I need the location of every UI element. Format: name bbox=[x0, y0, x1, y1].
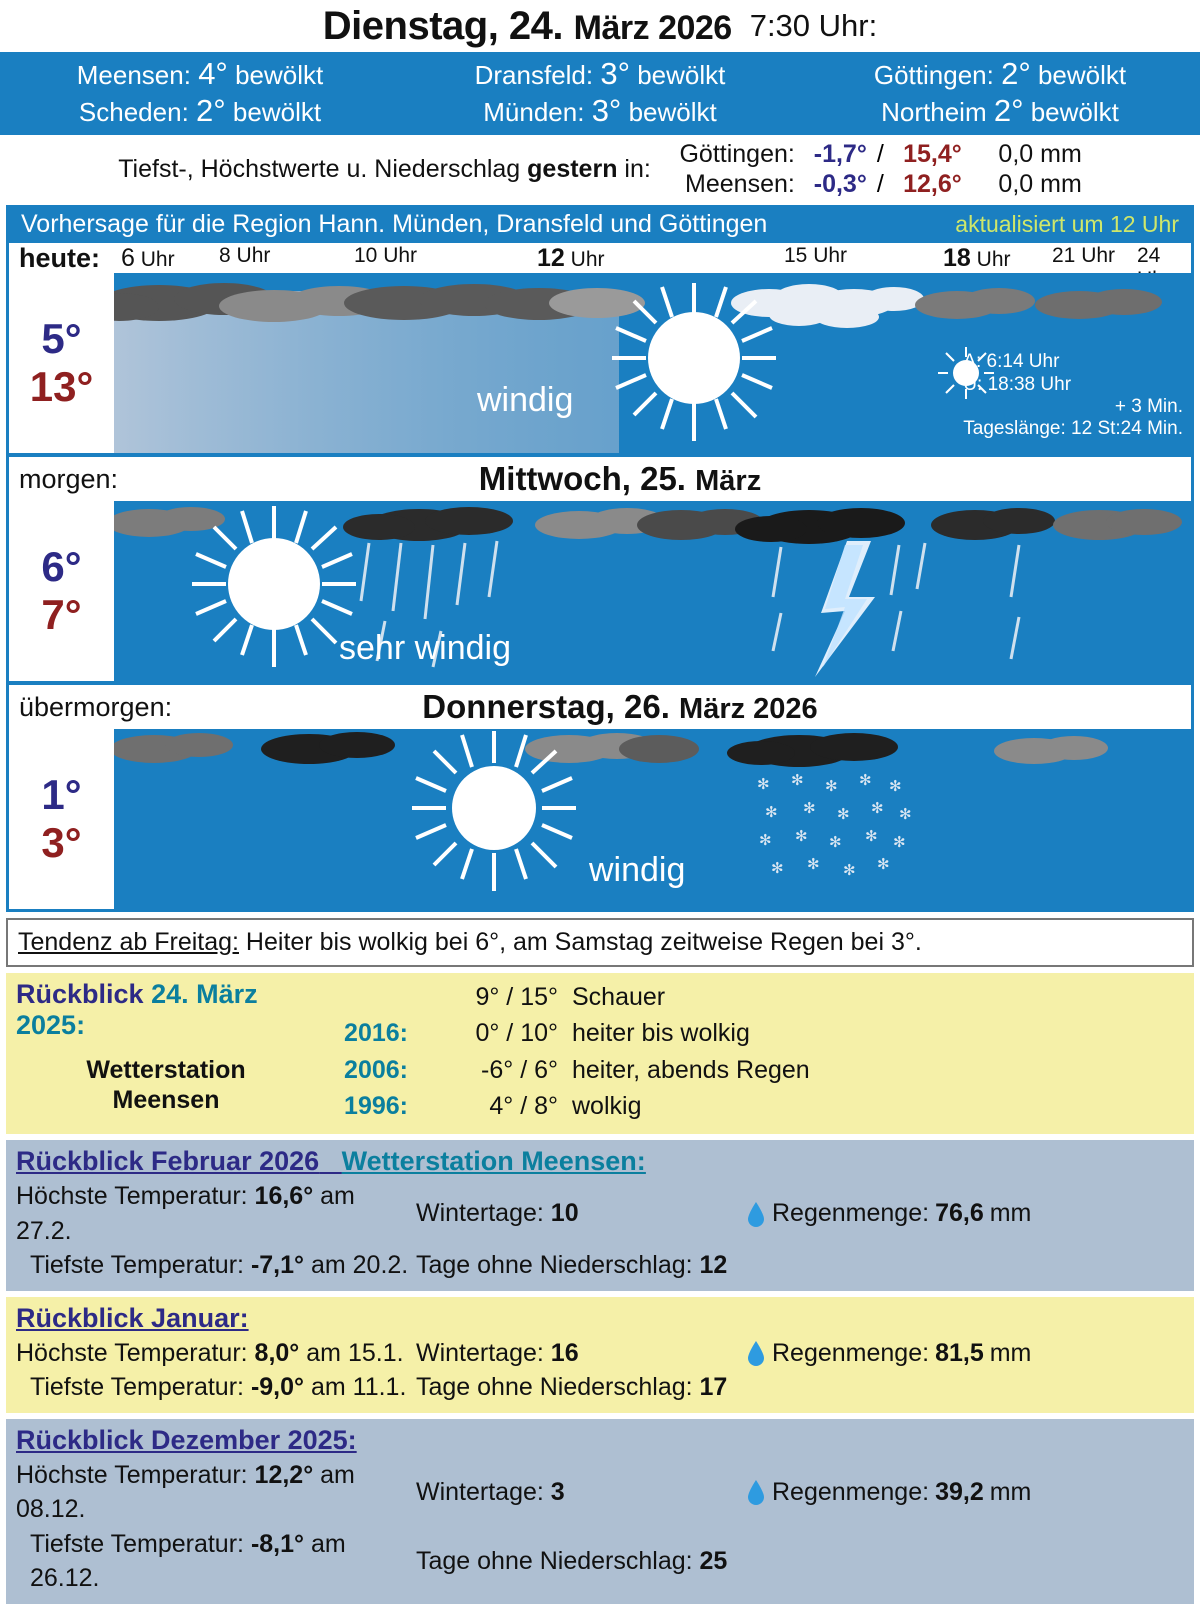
review-desc: Schauer bbox=[572, 983, 666, 1012]
tomorrow-weather-strip bbox=[9, 501, 1191, 681]
month-heading-title: Rückblick Dezember 2025: bbox=[16, 1424, 357, 1455]
month-rain-cell bbox=[746, 1336, 1184, 1371]
month-rain-value: 81,5 bbox=[935, 1338, 984, 1367]
hour-value: 6 bbox=[121, 244, 135, 273]
review-desc: heiter bis wolkig bbox=[572, 1019, 750, 1048]
current-station bbox=[0, 93, 400, 130]
month-min-date: am 20.2. bbox=[310, 1251, 409, 1280]
yesterday-max: 15,4° bbox=[903, 140, 962, 169]
month-winterdays-label: Wintertage: bbox=[416, 1199, 544, 1228]
month-max-cell bbox=[16, 1458, 416, 1527]
list-item bbox=[316, 979, 1184, 1015]
dayafter-min-temp: 1° bbox=[41, 770, 82, 818]
title-date-day: Dienstag, 24. bbox=[322, 3, 564, 48]
review-temps: 0° / 10° bbox=[475, 1019, 558, 1048]
hour-value: 8 bbox=[219, 244, 231, 268]
station-temp: 2° bbox=[1001, 56, 1031, 91]
yesterday-summary bbox=[0, 135, 1200, 205]
month-min-label: Tiefste Temperatur: bbox=[30, 1373, 244, 1402]
station-name: Scheden: bbox=[78, 96, 189, 127]
month-winterdays-value: 10 bbox=[550, 1199, 579, 1228]
yesterday-label bbox=[118, 155, 651, 184]
yearly-review-rows bbox=[316, 979, 1184, 1124]
station-line-1: Wetterstation bbox=[86, 1056, 246, 1085]
svg-text:✻: ✻ bbox=[807, 855, 820, 874]
hour-tick bbox=[121, 244, 175, 273]
month-min-date: am 26.12. bbox=[30, 1529, 346, 1593]
month-drydays-value: 17 bbox=[699, 1373, 728, 1402]
station-name: Göttingen: bbox=[873, 60, 994, 90]
current-conditions bbox=[0, 52, 1200, 135]
month-rain-unit: mm bbox=[989, 1338, 1032, 1367]
station-temp: 3° bbox=[591, 92, 622, 128]
station-cond: bewölkt bbox=[637, 60, 726, 90]
table-row bbox=[16, 1336, 1184, 1371]
month-max-date: am 08.12. bbox=[16, 1460, 355, 1524]
svg-text:✻: ✻ bbox=[837, 805, 850, 824]
review-desc: heiter, abends Regen bbox=[572, 1055, 810, 1084]
svg-text:✻: ✻ bbox=[765, 803, 778, 822]
sun-times bbox=[963, 351, 1183, 441]
month-rain-cell bbox=[746, 1475, 1184, 1510]
svg-text:✻: ✻ bbox=[759, 831, 772, 850]
month-heading bbox=[16, 1303, 1184, 1334]
today-weather-strip bbox=[9, 273, 1191, 453]
forecast-updated: aktualisiert um 12 Uhr bbox=[955, 211, 1179, 238]
tendency-box bbox=[6, 918, 1194, 967]
water-drop-icon bbox=[746, 1201, 766, 1227]
yearly-review-heading-b: 24. März 2025: bbox=[16, 979, 258, 1041]
hour-unit: Uhr bbox=[976, 248, 1011, 272]
review-temps: 4° / 8° bbox=[489, 1091, 558, 1120]
month-max-label: Höchste Temperatur: bbox=[16, 1338, 248, 1367]
svg-text:✻: ✻ bbox=[771, 859, 784, 878]
station-temp: 4° bbox=[198, 56, 228, 91]
yesterday-city: Meensen: bbox=[685, 170, 795, 199]
review-year: 2016: bbox=[344, 1019, 408, 1048]
hour-tick bbox=[943, 244, 1011, 273]
yesterday-city: Göttingen: bbox=[679, 140, 795, 169]
month-rain-label: Regenmenge: bbox=[772, 1199, 930, 1228]
tomorrow-wind-label: sehr windig bbox=[339, 629, 511, 668]
svg-text:✻: ✻ bbox=[889, 777, 902, 796]
station-temp: 2° bbox=[196, 92, 226, 128]
svg-text:✻: ✻ bbox=[899, 805, 912, 824]
water-drop-icon bbox=[746, 1479, 766, 1505]
month-rain-label: Regenmenge: bbox=[772, 1477, 930, 1506]
current-station bbox=[0, 56, 400, 93]
month-winterdays-label: Wintertage: bbox=[416, 1338, 544, 1367]
month-heading-title: Rückblick Januar: bbox=[16, 1302, 249, 1333]
tomorrow-label: morgen: bbox=[19, 463, 119, 494]
station-line-2: Meensen bbox=[112, 1086, 220, 1115]
svg-text:✻: ✻ bbox=[843, 861, 856, 880]
hour-tick bbox=[219, 244, 270, 268]
today-temperatures bbox=[9, 273, 114, 453]
yearly-review-heading bbox=[16, 979, 316, 1041]
sunrise-time: A: 6:14 Uhr bbox=[963, 351, 1060, 373]
month-min-cell bbox=[16, 1527, 416, 1596]
station-cond: bewölkt bbox=[628, 96, 717, 127]
current-row-1 bbox=[0, 56, 1200, 93]
svg-text:✻: ✻ bbox=[859, 771, 872, 790]
tendency-label: Tendenz ab Freitag: bbox=[18, 928, 239, 957]
tomorrow-temperatures bbox=[9, 501, 114, 681]
month-drydays-label: Tage ohne Niederschlag: bbox=[416, 1546, 693, 1575]
month-max-cell bbox=[16, 1179, 416, 1248]
yearly-review-heading-a: Rückblick bbox=[16, 979, 152, 1010]
month-rain-value: 76,6 bbox=[935, 1199, 984, 1228]
review-year: 1996: bbox=[344, 1091, 408, 1120]
forecast-today bbox=[9, 243, 1191, 453]
tomorrow-date-month: März bbox=[695, 465, 762, 498]
month-min-value: -7,1° bbox=[250, 1251, 305, 1280]
daylength: Tageslänge: 12 St:24 Min. bbox=[963, 418, 1183, 440]
tomorrow-max-temp: 7° bbox=[41, 591, 82, 639]
station-cond: bewölkt bbox=[232, 96, 322, 127]
month-min-value: -9,0° bbox=[250, 1373, 305, 1402]
hour-tick bbox=[354, 244, 417, 268]
hour-unit: Uhr bbox=[140, 248, 175, 272]
yesterday-label-c: in: bbox=[617, 154, 651, 183]
svg-text:✻: ✻ bbox=[791, 771, 804, 790]
month-drydays-label: Tage ohne Niederschlag: bbox=[416, 1373, 693, 1402]
yesterday-min: -1,7° bbox=[813, 140, 867, 169]
month-winterdays-cell bbox=[416, 1475, 746, 1510]
current-row-2 bbox=[0, 93, 1200, 130]
table-row bbox=[16, 1179, 1184, 1248]
dayafter-wind-label: windig bbox=[589, 851, 686, 890]
yesterday-sep: / bbox=[876, 140, 884, 169]
forecast-title: Vorhersage für die Region Hann. Münden, Dransfeld und Göttingen bbox=[21, 210, 768, 239]
list-item bbox=[316, 1052, 1184, 1088]
yesterday-label-b: gestern bbox=[527, 154, 618, 183]
sun-icon bbox=[394, 729, 594, 903]
water-drop-icon bbox=[746, 1340, 766, 1366]
dayafter-label: übermorgen: bbox=[19, 691, 173, 722]
dayafter-header bbox=[9, 685, 1191, 729]
monthly-review-january bbox=[6, 1297, 1194, 1413]
month-rain-unit: mm bbox=[989, 1477, 1032, 1506]
yesterday-rain: 0,0 mm bbox=[998, 170, 1082, 199]
hour-value: 21 bbox=[1052, 244, 1076, 268]
station-temp: 3° bbox=[600, 56, 630, 91]
month-drydays-cell bbox=[416, 1544, 746, 1579]
review-year: 2006: bbox=[344, 1055, 408, 1084]
month-drydays-value: 12 bbox=[699, 1251, 728, 1280]
month-max-value: 12,2° bbox=[254, 1460, 314, 1489]
forecast-tomorrow bbox=[9, 457, 1191, 681]
list-item bbox=[316, 1015, 1184, 1051]
dayafter-date bbox=[239, 688, 1191, 726]
svg-text:✻: ✻ bbox=[877, 855, 890, 874]
tomorrow-min-temp: 6° bbox=[41, 542, 82, 590]
dayafter-date-day: Donnerstag, 26. bbox=[422, 688, 670, 726]
hour-tick bbox=[537, 244, 605, 273]
hour-value: 10 bbox=[354, 244, 378, 268]
hour-tick bbox=[1052, 244, 1115, 268]
hour-value: 15 bbox=[784, 244, 808, 268]
month-max-label: Höchste Temperatur: bbox=[16, 1460, 248, 1489]
month-rain-unit: mm bbox=[989, 1199, 1032, 1228]
month-min-value: -8,1° bbox=[250, 1529, 305, 1558]
month-min-label: Tiefste Temperatur: bbox=[30, 1529, 244, 1558]
month-drydays-value: 25 bbox=[699, 1546, 728, 1575]
dayafter-max-temp: 3° bbox=[41, 819, 82, 867]
yearly-review-left bbox=[16, 979, 316, 1124]
station-name: Meensen: bbox=[76, 60, 191, 90]
month-drydays-cell bbox=[416, 1370, 746, 1405]
dayafter-date-month: März 2026 bbox=[679, 693, 818, 726]
month-max-cell bbox=[16, 1336, 416, 1371]
forecast-panel bbox=[6, 205, 1194, 912]
month-winterdays-cell bbox=[416, 1196, 746, 1231]
station-cond: bewölkt bbox=[235, 60, 324, 90]
hour-unit: Uhr bbox=[813, 244, 848, 268]
month-rain-label: Regenmenge: bbox=[772, 1338, 930, 1367]
page-title bbox=[0, 0, 1200, 52]
month-rain-cell bbox=[746, 1196, 1184, 1231]
table-row bbox=[16, 1458, 1184, 1527]
month-winterdays-cell bbox=[416, 1336, 746, 1371]
hour-unit: Uhr bbox=[383, 244, 418, 268]
today-wind-label: windig bbox=[477, 381, 574, 420]
tendency-text: Heiter bis wolkig bei 6°, am Samstag zeitweise Regen bei 3°. bbox=[238, 928, 922, 957]
title-date bbox=[323, 4, 732, 49]
svg-text:✻: ✻ bbox=[893, 833, 906, 852]
yearly-review bbox=[6, 973, 1194, 1134]
hour-tick bbox=[784, 244, 847, 268]
station-name: Münden: bbox=[483, 96, 585, 127]
station-temp: 2° bbox=[993, 92, 1024, 128]
month-max-value: 16,6° bbox=[254, 1182, 314, 1211]
forecast-header bbox=[9, 208, 1191, 243]
svg-text:✻: ✻ bbox=[825, 777, 838, 796]
svg-text:✻: ✻ bbox=[795, 827, 808, 846]
monthly-review-december bbox=[6, 1419, 1194, 1604]
table-row bbox=[16, 1527, 1184, 1596]
dayafter-temperatures bbox=[9, 729, 114, 909]
month-max-value: 8,0° bbox=[254, 1338, 300, 1367]
month-heading-station: Wetterstation Meensen: bbox=[341, 1146, 646, 1177]
yesterday-max: 12,6° bbox=[903, 170, 962, 199]
yesterday-rain: 0,0 mm bbox=[998, 140, 1082, 169]
month-min-cell bbox=[16, 1248, 416, 1283]
month-winterdays-value: 16 bbox=[550, 1338, 579, 1367]
hour-scale-today bbox=[9, 243, 1191, 273]
title-date-month: März 2026 bbox=[573, 8, 732, 47]
tomorrow-header bbox=[9, 457, 1191, 501]
weather-station-name bbox=[16, 1055, 316, 1115]
table-row bbox=[16, 1248, 1184, 1283]
today-label: heute: bbox=[19, 243, 100, 274]
month-min-date: am 11.1. bbox=[310, 1373, 407, 1402]
review-temps: -6° / 6° bbox=[481, 1055, 558, 1084]
month-min-label: Tiefste Temperatur: bbox=[30, 1251, 244, 1280]
station-cond: bewölkt bbox=[1030, 96, 1119, 127]
review-desc: wolkig bbox=[572, 1091, 642, 1120]
table-row bbox=[665, 139, 1082, 169]
forecast-dayafter bbox=[9, 685, 1191, 909]
month-winterdays-value: 3 bbox=[550, 1477, 565, 1506]
current-station bbox=[400, 56, 800, 93]
current-station bbox=[800, 56, 1200, 93]
list-item bbox=[316, 1088, 1184, 1124]
station-name: Northeim bbox=[881, 96, 987, 127]
svg-text:✻: ✻ bbox=[803, 799, 816, 818]
station-name: Dransfeld: bbox=[474, 60, 594, 90]
hour-unit: Uhr bbox=[236, 244, 271, 268]
month-max-label: Höchste Temperatur: bbox=[16, 1182, 248, 1211]
title-time: 7:30 Uhr: bbox=[749, 8, 878, 43]
hour-value: 18 bbox=[943, 244, 971, 273]
today-max-temp: 13° bbox=[29, 363, 94, 411]
yesterday-min: -0,3° bbox=[813, 170, 867, 199]
svg-text:✻: ✻ bbox=[829, 833, 842, 852]
tomorrow-date-day: Mittwoch, 25. bbox=[478, 460, 686, 498]
hour-value: 24 bbox=[1137, 244, 1161, 268]
sun-icon bbox=[594, 273, 794, 453]
today-min-temp: 5° bbox=[41, 314, 82, 362]
current-station bbox=[800, 93, 1200, 130]
month-heading bbox=[16, 1425, 1184, 1456]
hour-value: 12 bbox=[537, 244, 565, 273]
review-temps: 9° / 15° bbox=[475, 983, 558, 1012]
current-station bbox=[400, 93, 800, 130]
month-max-date: am 15.1. bbox=[306, 1338, 404, 1367]
yesterday-sep: / bbox=[876, 170, 884, 199]
hour-unit: Uhr bbox=[570, 248, 605, 272]
station-cond: bewölkt bbox=[1037, 60, 1127, 90]
svg-text:✻: ✻ bbox=[865, 827, 878, 846]
tomorrow-date bbox=[239, 460, 1191, 498]
month-heading bbox=[16, 1146, 1184, 1177]
table-row bbox=[665, 169, 1082, 199]
month-drydays-cell bbox=[416, 1248, 746, 1283]
sunset-time: U: 18:38 Uhr bbox=[963, 373, 1072, 395]
month-max-date: am 27.2. bbox=[16, 1182, 355, 1245]
yesterday-label-a: Tiefst-, Höchstwerte u. Niederschlag bbox=[118, 154, 528, 183]
daylength-delta: + 3 Min. bbox=[1114, 395, 1183, 417]
monthly-review-february bbox=[6, 1140, 1194, 1291]
yesterday-table bbox=[665, 139, 1082, 199]
svg-text:✻: ✻ bbox=[757, 775, 770, 794]
svg-text:✻: ✻ bbox=[871, 799, 884, 818]
hour-unit: Uhr bbox=[1081, 244, 1116, 268]
table-row bbox=[16, 1370, 1184, 1405]
month-heading-title: Rückblick Februar 2026 bbox=[16, 1146, 320, 1177]
dayafter-weather-strip bbox=[9, 729, 1191, 909]
month-drydays-label: Tage ohne Niederschlag: bbox=[416, 1251, 693, 1280]
month-winterdays-label: Wintertage: bbox=[416, 1477, 544, 1506]
month-rain-value: 39,2 bbox=[935, 1477, 984, 1506]
month-min-cell bbox=[16, 1370, 416, 1405]
